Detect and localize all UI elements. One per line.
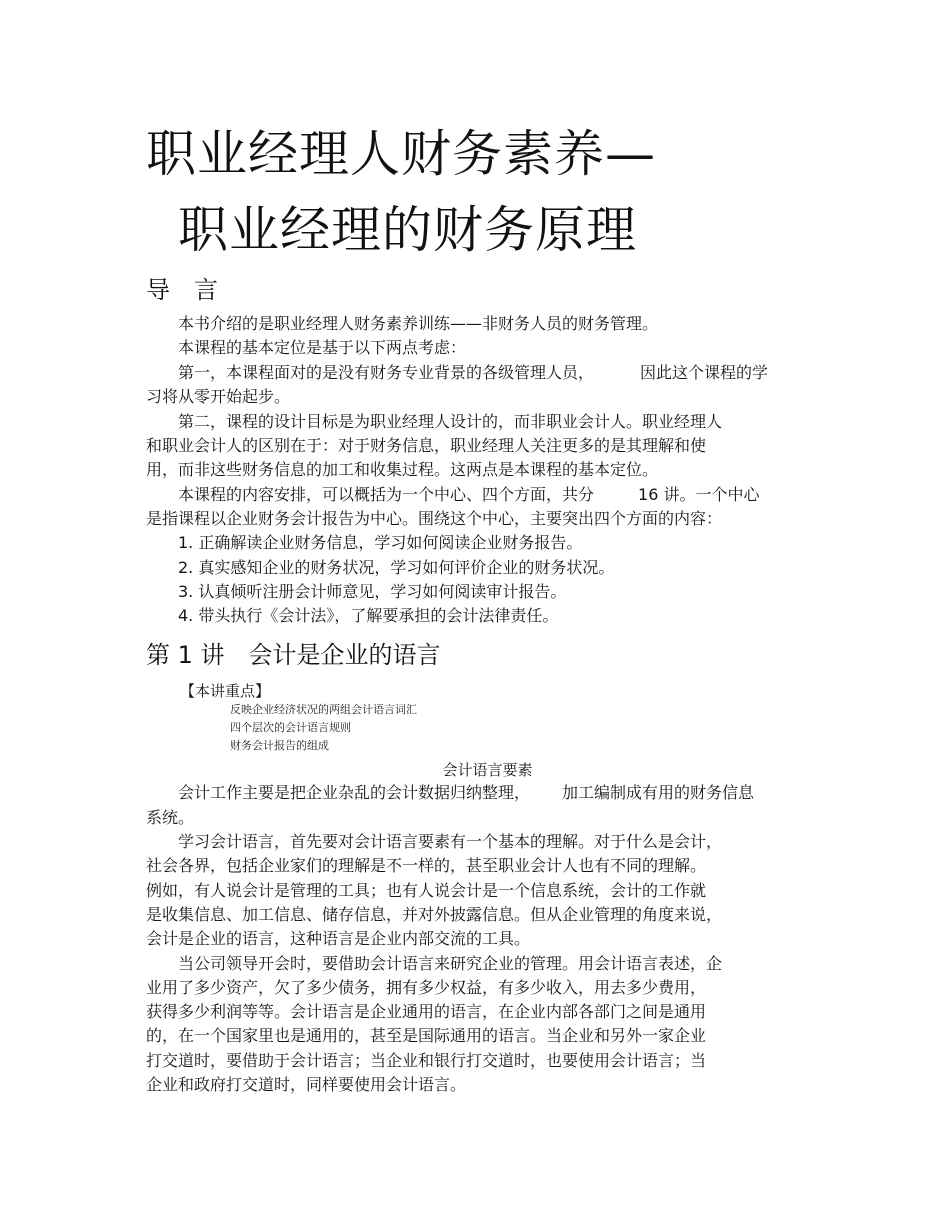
focus-label: 【本讲重点】	[180, 682, 271, 700]
lecture-1-heading: 第 1 讲 会计是企业的语言	[146, 641, 441, 669]
intro-point: 4. 带头执行《会计法》，了解要承担的会计法律责任。	[178, 606, 559, 625]
body-line-part: 会计工作主要是把企业杂乱的会计数据归纳整理，	[178, 783, 531, 802]
focus-item: 反映企业经济状况的两组会计语言词汇	[230, 703, 417, 716]
body-line: 系统。	[146, 808, 195, 827]
intro-line	[178, 361, 768, 385]
body-line: 业用了多少资产，欠了多少债务，拥有多少权益，有多少收入，用去多少费用，	[146, 978, 707, 997]
body-line: 当公司领导开会时，要借助会计语言来研究企业的管理。用会计语言表述，企	[178, 954, 723, 973]
document-title-line-2: 职业经理的财务原理	[178, 201, 637, 259]
intro-line	[178, 483, 759, 507]
intro-line: 和职业会计人的区别在于：对于财务信息，职业经理人关注更多的是其理解和使	[146, 436, 707, 455]
intro-line-part: 因此这个课程的学	[640, 363, 769, 382]
intro-line: 是指课程以企业财务会计报告为中心。围绕这个中心，主要突出四个方面的内容：	[146, 509, 723, 528]
intro-line: 本书介绍的是职业经理人财务素养训练——非财务人员的财务管理。	[178, 314, 659, 333]
intro-point: 1. 正确解读企业财务信息，学习如何阅读企业财务报告。	[178, 533, 583, 552]
body-line-part: 加工编制成有用的财务信息	[562, 783, 755, 802]
intro-line-part: 16 讲。一个中心	[638, 485, 760, 504]
body-line: 是收集信息、加工信息、储存信息，并对外披露信息。但从企业管理的角度来说，	[146, 905, 723, 924]
intro-line: 习将从零开始起步。	[146, 387, 291, 406]
intro-heading: 导言	[146, 276, 242, 304]
intro-point: 2. 真实感知企业的财务状况，学习如何评价企业的财务状况。	[178, 558, 615, 577]
focus-item: 四个层次的会计语言规则	[230, 721, 351, 734]
body-line: 会计是企业的语言，这种语言是企业内部交流的工具。	[146, 929, 531, 948]
section-title: 会计语言要素	[442, 761, 533, 779]
focus-item: 财务会计报告的组成	[230, 739, 329, 752]
body-line: 例如，有人说会计是管理的工具；也有人说会计是一个信息系统，会计的工作就	[146, 881, 707, 900]
body-line: 社会各界，包括企业家们的理解是不一样的，甚至职业会计人也有不同的理解。	[146, 856, 707, 875]
intro-line: 第二，课程的设计目标是为职业经理人设计的，而非职业会计人。职业经理人	[178, 412, 723, 431]
intro-line-part: 第一，本课程面对的是没有财务专业背景的各级管理人员，	[178, 363, 595, 382]
intro-line: 用，而非这些财务信息的加工和收集过程。这两点是本课程的基本定位。	[146, 460, 659, 479]
intro-point: 3. 认真倾听注册会计师意见，学习如何阅读审计报告。	[178, 582, 567, 601]
body-line: 获得多少利润等等。会计语言是企业通用的语言，在企业内部各部门之间是通用	[146, 1002, 707, 1021]
document-title-line-1: 职业经理人财务素养—	[146, 125, 656, 183]
intro-line: 本课程的基本定位是基于以下两点考虑：	[178, 338, 467, 357]
body-line: 企业和政府打交道时，同样要使用会计语言。	[146, 1075, 467, 1094]
body-line: 学习会计语言，首先要对会计语言要素有一个基本的理解。对于什么是会计，	[178, 832, 723, 851]
body-line: 打交道时，要借助于会计语言；当企业和银行打交道时，也要使用会计语言；当	[146, 1051, 707, 1070]
body-line: 的，在一个国家里也是通用的，甚至是国际通用的语言。当企业和另外一家企业	[146, 1026, 707, 1045]
intro-line-part: 本课程的内容安排，可以概括为一个中心、四个方面，共分	[178, 485, 595, 504]
body-line	[178, 781, 754, 805]
